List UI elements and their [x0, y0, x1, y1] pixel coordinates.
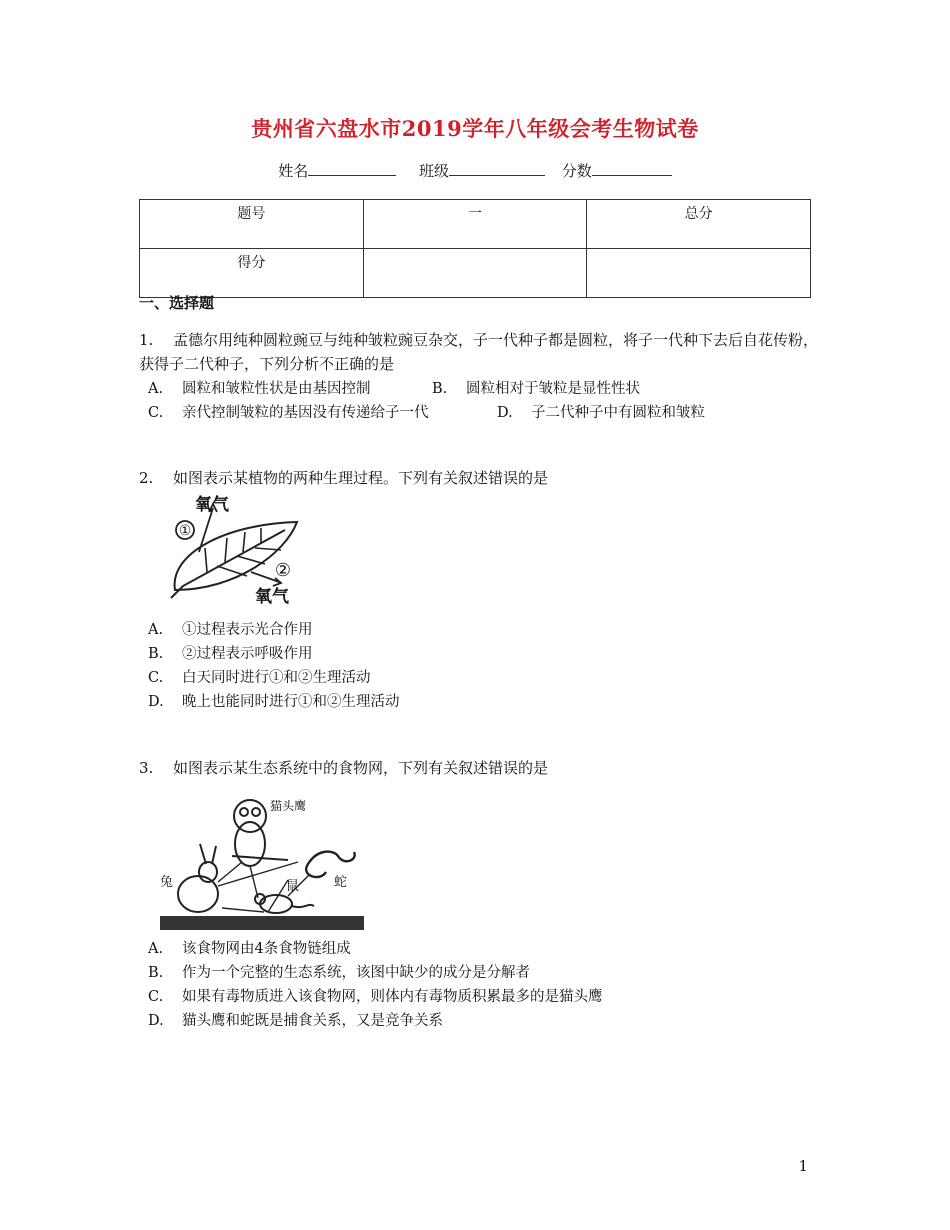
- score-cell[interactable]: [587, 249, 811, 298]
- question-text: 如图表示某生态系统中的食物网，下列有关叙述错误的是: [173, 759, 549, 777]
- owl-label: 猫头鹰: [270, 799, 307, 813]
- oxygen-label-top: 氧气: [195, 495, 229, 515]
- student-info: [0, 160, 950, 181]
- leaf-figure: [165, 494, 315, 612]
- score-table: [139, 199, 811, 298]
- page-number: 1: [798, 1157, 808, 1175]
- rabbit-icon: [178, 844, 218, 912]
- mouse-label: 鼠: [286, 879, 300, 894]
- header-cell: 题号: [140, 200, 364, 249]
- question-1: [139, 328, 819, 376]
- score-cell[interactable]: [363, 249, 587, 298]
- mouse-icon: [255, 894, 314, 913]
- score-row-label: 得分: [140, 249, 364, 298]
- score-blank[interactable]: [592, 161, 672, 176]
- page-title: 贵州省六盘水市2019学年八年级会考生物试卷: [251, 116, 699, 141]
- option-b[interactable]: B. 作为一个完整的生态系统，该图中缺少的成分是分解者: [148, 965, 530, 981]
- header-cell: 总分: [587, 200, 811, 249]
- option-a[interactable]: A. 圆粒和皱粒性状是由基因控制: [148, 381, 371, 397]
- mark-2: ②: [274, 560, 292, 581]
- option-d[interactable]: D. 猫头鹰和蛇既是捕食关系，又是竞争关系: [148, 1013, 443, 1029]
- option-a[interactable]: A. 该食物网由4条食物链组成: [148, 941, 351, 957]
- question-text: 如图表示某植物的两种生理过程。下列有关叙述错误的是: [173, 469, 549, 487]
- option-c[interactable]: C. 白天同时进行①和②生理活动: [148, 670, 371, 686]
- question-2: [139, 466, 819, 490]
- name-blank[interactable]: [308, 161, 396, 176]
- section-title: 一、选择题: [139, 294, 215, 312]
- option-a[interactable]: A. ①过程表示光合作用: [148, 622, 313, 638]
- name-label: 姓名: [278, 162, 309, 180]
- class-blank[interactable]: [449, 161, 545, 176]
- score-table-header-row: [140, 200, 811, 249]
- leaf-icon: [171, 504, 297, 598]
- option-c[interactable]: C. 如果有毒物质进入该食物网，则体内有毒物质积累最多的是猫头鹰: [148, 989, 603, 1005]
- question-number: 2.: [139, 469, 154, 487]
- rabbit-label: 兔: [160, 875, 174, 890]
- question-number: 3.: [139, 759, 154, 777]
- oxygen-label-bottom: 氧气: [255, 587, 289, 607]
- header-cell: 一: [363, 200, 587, 249]
- ground: [160, 916, 364, 930]
- food-web-figure: [158, 786, 368, 934]
- option-b[interactable]: B. 圆粒相对于皱粒是显性性状: [432, 381, 640, 397]
- snake-label: 蛇: [334, 875, 348, 890]
- snake-icon: [306, 852, 355, 877]
- option-d[interactable]: D. 晚上也能同时进行①和②生理活动: [148, 694, 400, 710]
- option-d[interactable]: D. 子二代种子中有圆粒和皱粒: [497, 405, 705, 421]
- question-3: [139, 756, 819, 780]
- score-label: 分数: [561, 162, 592, 180]
- class-label: 班级: [418, 162, 449, 180]
- question-number: 1.: [139, 331, 154, 349]
- score-table-row: [140, 249, 811, 298]
- question-text: 孟德尔用纯种圆粒豌豆与纯种皱粒豌豆杂交，子一代种子都是圆粒，将子一代种下去后自花传粉，获得子二代种子，下列分析不正确的是: [139, 331, 819, 373]
- option-b[interactable]: B. ②过程表示呼吸作用: [148, 646, 313, 662]
- mark-1: ①: [178, 523, 192, 539]
- option-c[interactable]: C. 亲代控制皱粒的基因没有传递给子一代: [148, 405, 429, 421]
